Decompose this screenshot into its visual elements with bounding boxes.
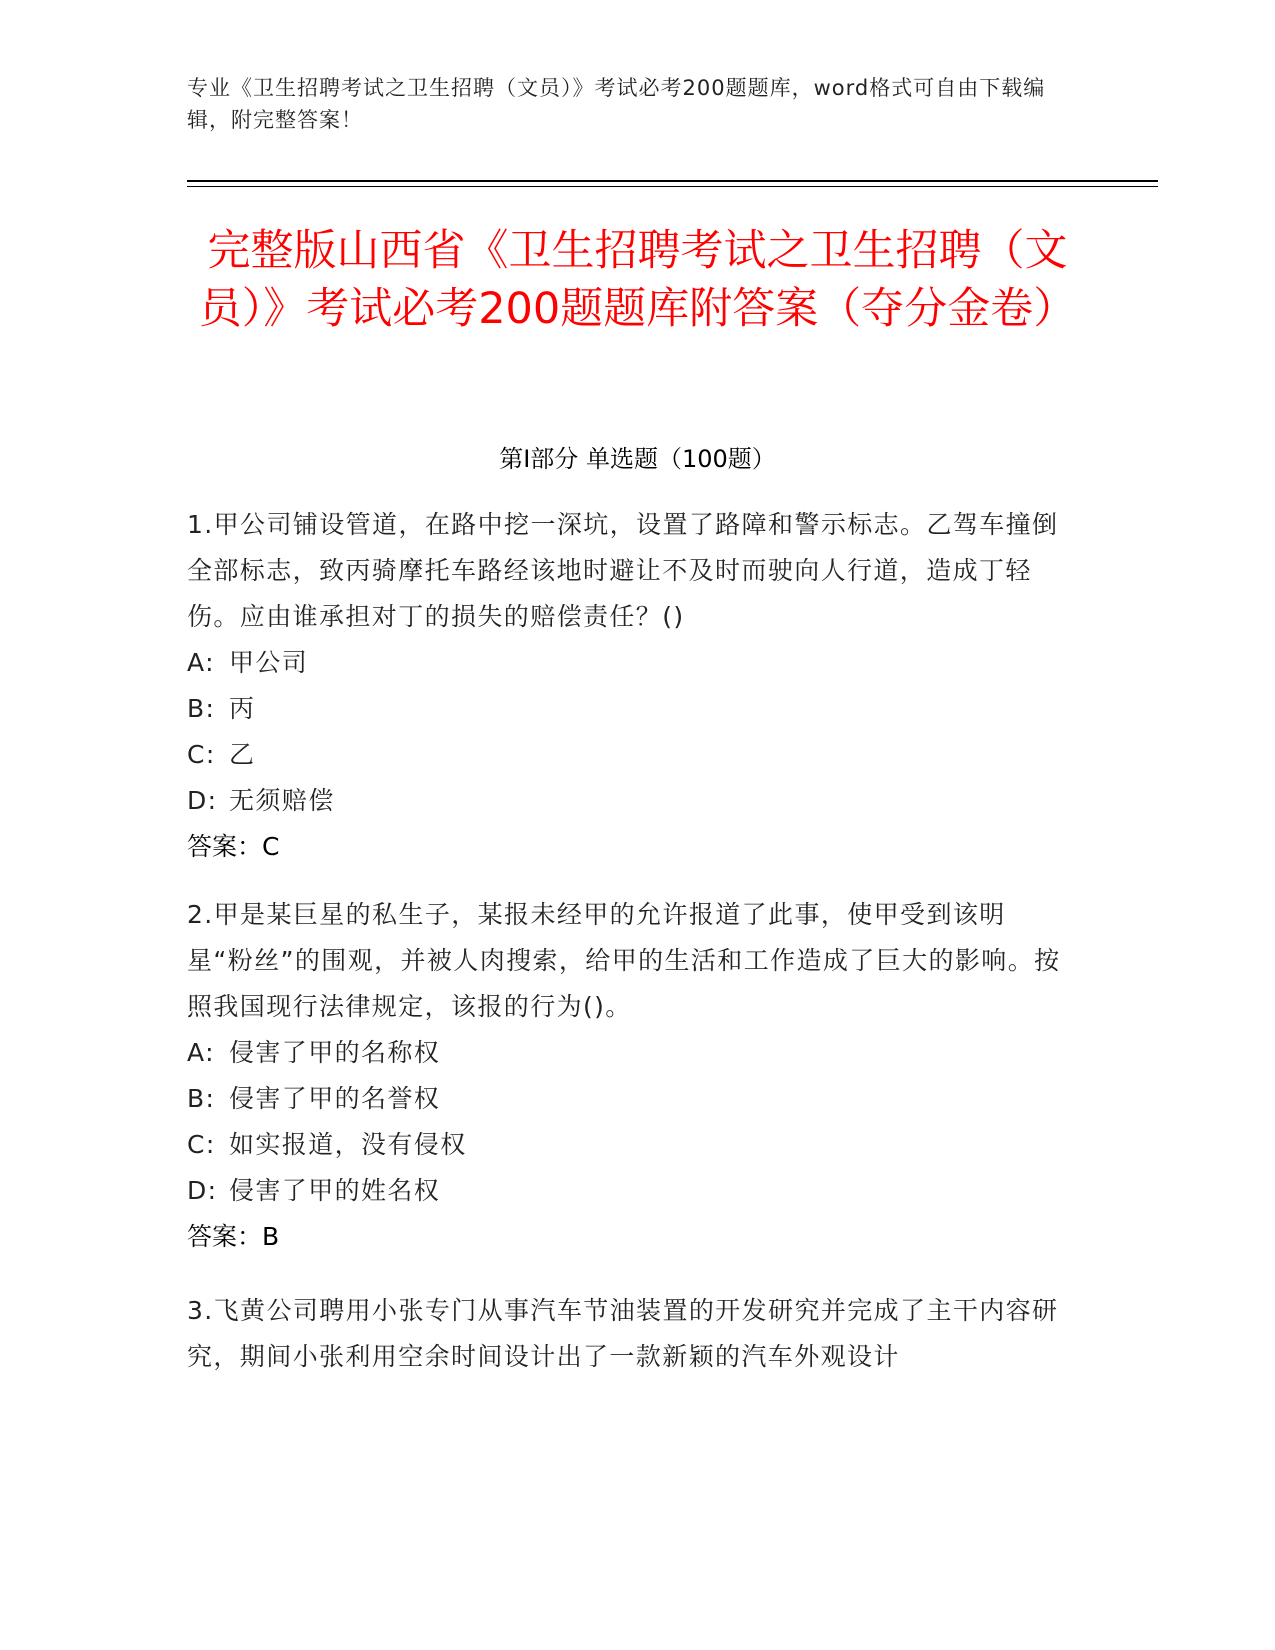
option-key: B: — [187, 694, 216, 723]
option-c — [187, 732, 1067, 778]
option-b — [187, 1076, 1067, 1122]
question-3 — [187, 1288, 1067, 1380]
header-divider-thin — [187, 186, 1158, 187]
question-stem: 1.甲公司铺设管道，在路中挖一深坑，设置了路障和警示标志。乙驾车撞倒全部标志，致丙骑摩托车路经该地时避让不及时而驶向人行道，造成丁轻伤。应由谁承担对丁的损失的赔偿责任？() — [187, 510, 1059, 631]
option-text: 无须赔偿 — [229, 786, 335, 815]
section-heading: 第Ⅰ部分 单选题（100题） — [499, 445, 776, 473]
option-c — [187, 1122, 1067, 1168]
header-note: 专业《卫生招聘考试之卫生招聘（文员）》考试必考200题题库，word格式可自由下载编辑，附完整答案！ — [187, 76, 1046, 132]
answer-label: 答案：C — [187, 832, 280, 861]
option-a — [187, 640, 1067, 686]
option-text: 侵害了甲的名称权 — [229, 1038, 441, 1067]
option-text: 丙 — [229, 694, 256, 723]
document-title: 完整版山西省《卫生招聘考试之卫生招聘（文员）》考试必考200题题库附答案（夺分金卷） — [198, 226, 1077, 334]
option-key: B: — [187, 1084, 216, 1113]
option-a — [187, 1030, 1067, 1076]
option-key: C: — [187, 740, 216, 769]
option-text: 乙 — [229, 740, 256, 769]
answer-label: 答案：B — [187, 1222, 280, 1251]
option-d — [187, 1168, 1067, 1214]
header-divider-thick — [187, 180, 1158, 182]
option-key: A: — [187, 1038, 215, 1067]
option-key: C: — [187, 1130, 216, 1159]
option-d — [187, 778, 1067, 824]
question-2 — [187, 892, 1067, 1260]
option-text: 侵害了甲的名誉权 — [229, 1084, 441, 1113]
option-b — [187, 686, 1067, 732]
option-text: 侵害了甲的姓名权 — [229, 1176, 441, 1205]
option-key: D: — [187, 1176, 218, 1205]
question-1 — [187, 502, 1067, 870]
option-key: A: — [187, 648, 215, 677]
question-stem: 2.甲是某巨星的私生子，某报未经甲的允许报道了此事，使甲受到该明星“粉丝”的围观，并被人肉搜索，给甲的生活和工作造成了巨大的影响。按照我国现行法律规定，该报的行为()。 — [187, 900, 1061, 1021]
option-text: 甲公司 — [229, 648, 309, 677]
option-text: 如实报道，没有侵权 — [229, 1130, 467, 1159]
question-stem: 3.飞黄公司聘用小张专门从事汽车节油装置的开发研究并完成了主干内容研究，期间小张利用空余时间设计出了一款新颖的汽车外观设计 — [187, 1296, 1059, 1371]
option-key: D: — [187, 786, 218, 815]
